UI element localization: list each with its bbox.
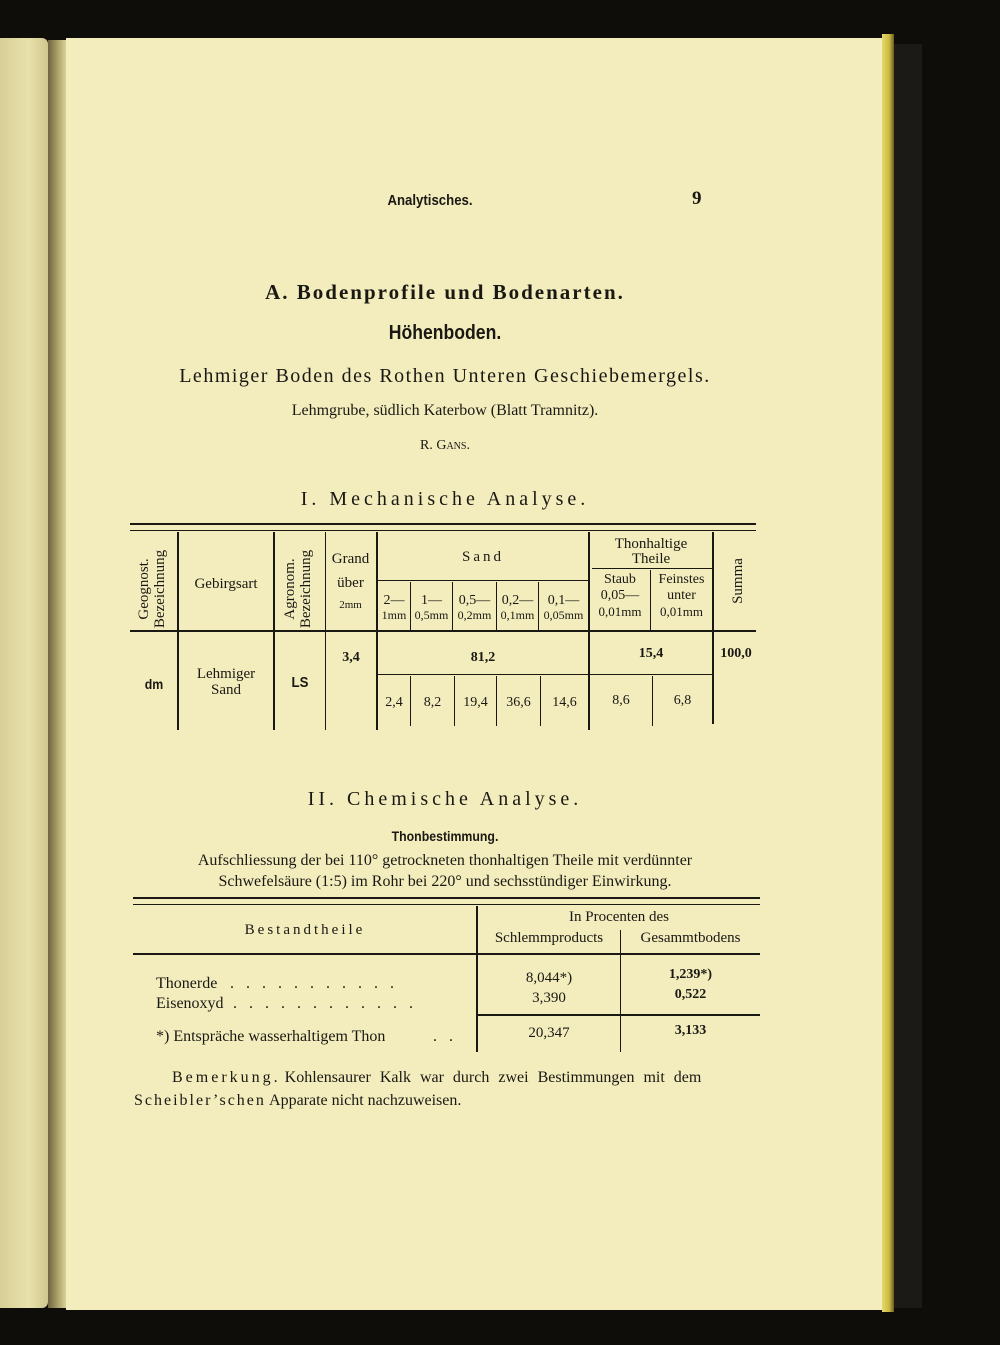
row-gebirgsart-1: Lehmiger: [196, 666, 256, 682]
row-thon-name: *) Entspräche wasserhaltigem Thon: [156, 1028, 386, 1045]
author: R. Gans.: [420, 438, 470, 453]
row-grand: 3,4: [342, 650, 360, 665]
vline-6: [712, 532, 714, 630]
sand-val-1: 2,4: [385, 695, 403, 710]
running-title: Analytisches.: [387, 192, 473, 209]
sand-sub-4b: 0,1mm: [500, 608, 535, 622]
row-thon-total: 15,4: [638, 646, 664, 661]
remark-line-1: [172, 1069, 772, 1087]
row-sand-total: 81,2: [470, 650, 496, 665]
staub-2: 0,05—: [600, 588, 640, 603]
row-agronom: LS: [291, 674, 309, 691]
col-grand-2: über: [337, 575, 364, 591]
location-line: Lehmgrube, südlich Katerbow (Blatt Tramnitz).: [291, 402, 599, 419]
sand-sub-2a: 1—: [421, 593, 442, 608]
remark-name: Scheibler’schen: [134, 1092, 266, 1109]
table2-top-rule-2: [133, 904, 760, 905]
chemical-desc-1: Aufschliessung der bei 110° getrockneten thonhaltigen Theile mit verdünnter: [197, 852, 693, 869]
sand-sub-4a: 0,2—: [501, 593, 534, 608]
sand-val-5: 14,6: [552, 695, 577, 710]
row-thonerde-gesammt: 1,239*): [668, 967, 713, 982]
row-thon-schlemm: 20,347: [528, 1025, 570, 1041]
chemical-sub: Thonbestimmung.: [391, 828, 499, 844]
col-thon-2: Theile: [631, 551, 671, 567]
row-geognost: dm: [144, 676, 164, 692]
row-eisenoxyd-gesammt: 0,522: [674, 987, 707, 1002]
table2-total-rule: [478, 1014, 760, 1016]
sand-sub-5a: 0,1—: [547, 593, 580, 608]
sand-val-4: 36,6: [506, 695, 531, 710]
book-cover: [894, 44, 922, 1308]
feinstes-3: 0,01mm: [660, 604, 703, 619]
sand-sub-1b: 1mm: [381, 608, 407, 622]
row-eisenoxyd-name: Eisenoxyd: [156, 995, 224, 1012]
sand-sub-5b: 0,05mm: [543, 608, 584, 622]
col-schlemm: Schlemmproducts: [494, 930, 604, 946]
row-thon-dots: . .: [433, 1028, 457, 1045]
staub-3: 0,01mm: [598, 604, 642, 619]
col-thon-1: Thonhaltige: [614, 536, 688, 552]
table1-top-rule-2: [130, 530, 756, 531]
thon-val-1: 8,6: [612, 693, 630, 708]
col-grand-3: 2mm: [339, 599, 362, 611]
book-gutter: [48, 40, 68, 1308]
row-thonerde-schlemm: 8,044*): [525, 970, 573, 986]
feinstes-2: unter: [667, 588, 696, 603]
chemical-desc-2: Schwefelsäure (1:5) im Rohr bei 220° und sechsstündiger Einwirkung.: [218, 873, 672, 890]
row-thonerde-name: Thonerde: [156, 975, 218, 992]
remark-line-2: [134, 1092, 461, 1110]
subsection-title: Höhenboden.: [388, 322, 502, 344]
table2-header-rule: [133, 953, 760, 955]
table1-top-rule: [130, 523, 756, 525]
remark-label: Bemerkung.: [172, 1069, 281, 1086]
feinstes-1: Feinstes: [658, 572, 705, 587]
sand-sub-3a: 0,5—: [458, 593, 491, 608]
col-percent: In Procenten des: [569, 909, 669, 925]
row-thon-gesammt: 3,133: [674, 1023, 707, 1038]
col-agronom: Agronom. Bezeichnung: [282, 549, 314, 629]
sand-sub-3b: 0,2mm: [457, 608, 492, 622]
row-eisenoxyd-schlemm: 3,390: [532, 990, 566, 1006]
row-summa: 100,0: [720, 646, 752, 661]
row-eisenoxyd-dots: . . . . . . . . . . . .: [233, 995, 417, 1012]
sand-sub-2b: 0,5mm: [414, 608, 449, 622]
sand-sub-1a: 2—: [383, 593, 405, 608]
vline-data-2: [273, 632, 275, 730]
table2-top-rule: [133, 897, 760, 899]
thon-val-2: 6,8: [673, 693, 692, 708]
page-stack-edge: [882, 34, 894, 1312]
col-grand-1: Grand: [331, 551, 370, 567]
col-gesammt: Gesammtbodens: [640, 930, 741, 946]
left-page-edge: [0, 38, 48, 1308]
col-summa: Summa: [730, 558, 746, 604]
remark-text-2: Apparate nicht nachzuweisen.: [269, 1092, 462, 1109]
col-geognost: Geognost. Bezeichnung: [136, 549, 168, 629]
staub-1: Staub: [604, 572, 636, 587]
vline-data-3: [325, 632, 326, 730]
col-bestandtheile: Bestandtheile: [244, 922, 366, 938]
sand-sub-rule: [378, 580, 588, 581]
sand-val-3: 19,4: [463, 695, 488, 710]
sand-val-2: 8,2: [423, 695, 442, 710]
data-split-rule: [378, 674, 714, 675]
section-title: A. Bodenprofile und Bodenarten.: [265, 280, 625, 304]
thon-sub-rule: [592, 568, 712, 569]
vline-2: [273, 532, 275, 630]
row-gebirgsart-2: Sand: [211, 682, 241, 698]
vline-data-4: [376, 632, 378, 730]
page-number: 9: [692, 188, 702, 209]
col-sand: Sand: [462, 549, 504, 565]
chemical-heading: II. Chemische Analyse.: [307, 788, 583, 810]
soil-title: Lehmiger Boden des Rothen Unteren Geschiebemergels.: [179, 365, 711, 387]
mechanical-heading: I. Mechanische Analyse.: [300, 488, 590, 510]
remark-text: Kohlensaurer Kalk war durch zwei Bestimmungen mit dem: [284, 1069, 702, 1086]
row-thonerde-dots: . . . . . . . . . . .: [230, 975, 398, 992]
table1-header-rule: [130, 630, 756, 632]
col-gebirgsart: Gebirgsart: [194, 576, 258, 592]
